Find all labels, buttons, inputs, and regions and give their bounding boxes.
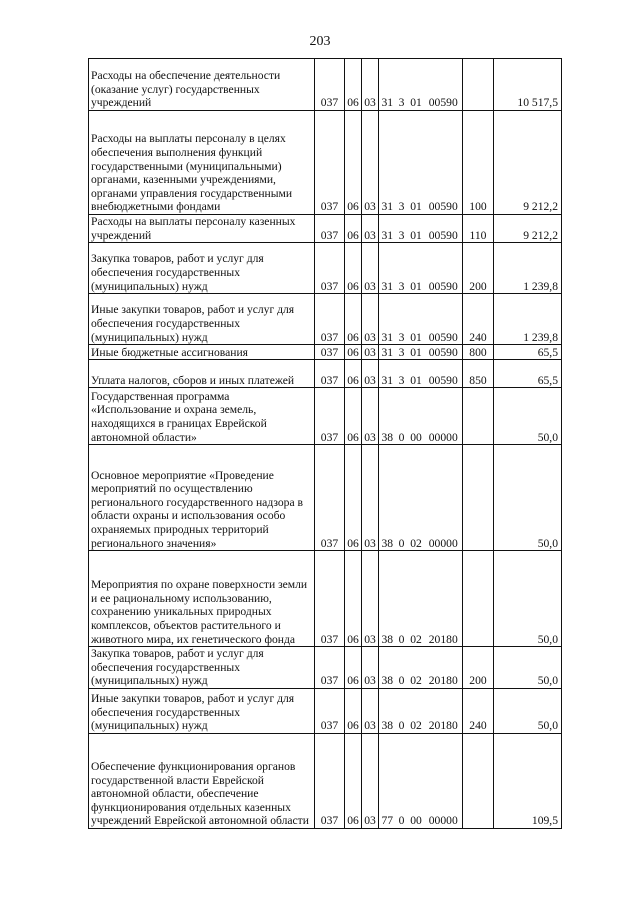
ministry-code-cell: 037 bbox=[315, 215, 345, 243]
expense-direction-code-cell: 00000 bbox=[425, 445, 463, 551]
section-code-cell: 06 bbox=[345, 215, 362, 243]
program-code-cell: 38 bbox=[379, 445, 396, 551]
expense-direction-code-cell: 00590 bbox=[425, 243, 463, 294]
expense-direction-code-cell: 00590 bbox=[425, 59, 463, 111]
section-code-cell: 06 bbox=[345, 111, 362, 215]
table-body bbox=[89, 59, 562, 829]
subprogram-code-cell: 3 bbox=[396, 59, 408, 111]
expense-name-cell: Государственная программа «Использование и охрана земель, находящихся в границах Еврейской автономной области» bbox=[89, 388, 315, 445]
expense-name-cell: Закупка товаров, работ и услуг для обеспечения государственных (муниципальных) нужд bbox=[89, 647, 315, 689]
main-activity-code-cell: 02 bbox=[408, 647, 425, 689]
program-code-cell: 31 bbox=[379, 360, 396, 388]
expense-name-cell: Расходы на обеспечение деятельности (оказание услуг) государственных учреждений bbox=[89, 59, 315, 111]
ministry-code-cell: 037 bbox=[315, 59, 345, 111]
table-row bbox=[89, 215, 562, 243]
expense-type-code-cell bbox=[463, 445, 494, 551]
subsection-code-cell: 03 bbox=[362, 215, 379, 243]
section-code-cell: 06 bbox=[345, 345, 362, 360]
expense-name-cell: Расходы на выплаты персоналу в целях обеспечения выполнения функций государственными (муниципальными) органами, казенными учреждениями, органами управления государственными внебюджетными фондами bbox=[89, 111, 315, 215]
subsection-code-cell: 03 bbox=[362, 360, 379, 388]
section-code-cell: 06 bbox=[345, 360, 362, 388]
amount-cell: 10 517,5 bbox=[494, 59, 562, 111]
subsection-code-cell: 03 bbox=[362, 551, 379, 647]
expense-direction-code-cell: 00590 bbox=[425, 345, 463, 360]
table-row bbox=[89, 294, 562, 345]
expense-direction-code-cell: 00000 bbox=[425, 733, 463, 828]
program-code-cell: 77 bbox=[379, 733, 396, 828]
amount-cell: 50,0 bbox=[494, 388, 562, 445]
program-code-cell: 31 bbox=[379, 59, 396, 111]
main-activity-code-cell: 01 bbox=[408, 111, 425, 215]
main-activity-code-cell: 02 bbox=[408, 688, 425, 733]
main-activity-code-cell: 02 bbox=[408, 551, 425, 647]
section-code-cell: 06 bbox=[345, 688, 362, 733]
subprogram-code-cell: 3 bbox=[396, 360, 408, 388]
table-row bbox=[89, 445, 562, 551]
section-code-cell: 06 bbox=[345, 445, 362, 551]
program-code-cell: 38 bbox=[379, 388, 396, 445]
program-code-cell: 38 bbox=[379, 647, 396, 689]
section-code-cell: 06 bbox=[345, 733, 362, 828]
table-row bbox=[89, 59, 562, 111]
amount-cell: 9 212,2 bbox=[494, 215, 562, 243]
budget-table bbox=[88, 58, 562, 829]
amount-cell: 50,0 bbox=[494, 688, 562, 733]
expense-name-cell: Расходы на выплаты персоналу казенных учреждений bbox=[89, 215, 315, 243]
program-code-cell: 31 bbox=[379, 294, 396, 345]
program-code-cell: 31 bbox=[379, 215, 396, 243]
expense-direction-code-cell: 00000 bbox=[425, 388, 463, 445]
program-code-cell: 38 bbox=[379, 688, 396, 733]
amount-cell: 109,5 bbox=[494, 733, 562, 828]
subprogram-code-cell: 0 bbox=[396, 445, 408, 551]
main-activity-code-cell: 01 bbox=[408, 243, 425, 294]
main-activity-code-cell: 01 bbox=[408, 59, 425, 111]
subprogram-code-cell: 0 bbox=[396, 551, 408, 647]
ministry-code-cell: 037 bbox=[315, 688, 345, 733]
ministry-code-cell: 037 bbox=[315, 551, 345, 647]
expense-direction-code-cell: 20180 bbox=[425, 688, 463, 733]
program-code-cell: 31 bbox=[379, 111, 396, 215]
expense-type-code-cell: 100 bbox=[463, 111, 494, 215]
table-row bbox=[89, 388, 562, 445]
amount-cell: 1 239,8 bbox=[494, 294, 562, 345]
subsection-code-cell: 03 bbox=[362, 445, 379, 551]
expense-name-cell: Основное мероприятие «Проведение мероприятий по осуществлению регионального государственного надзора в области охраны и использования особо охраняемых природных территорий регионального значения» bbox=[89, 445, 315, 551]
ministry-code-cell: 037 bbox=[315, 294, 345, 345]
expense-type-code-cell bbox=[463, 388, 494, 445]
section-code-cell: 06 bbox=[345, 294, 362, 345]
expense-type-code-cell: 240 bbox=[463, 688, 494, 733]
ministry-code-cell: 037 bbox=[315, 733, 345, 828]
subprogram-code-cell: 0 bbox=[396, 388, 408, 445]
table-row bbox=[89, 111, 562, 215]
main-activity-code-cell: 01 bbox=[408, 345, 425, 360]
expense-type-code-cell: 850 bbox=[463, 360, 494, 388]
program-code-cell: 38 bbox=[379, 551, 396, 647]
expense-type-code-cell: 800 bbox=[463, 345, 494, 360]
ministry-code-cell: 037 bbox=[315, 360, 345, 388]
amount-cell: 65,5 bbox=[494, 345, 562, 360]
section-code-cell: 06 bbox=[345, 551, 362, 647]
expense-name-cell: Иные закупки товаров, работ и услуг для обеспечения государственных (муниципальных) нужд bbox=[89, 294, 315, 345]
expense-type-code-cell: 200 bbox=[463, 647, 494, 689]
program-code-cell: 31 bbox=[379, 345, 396, 360]
subprogram-code-cell: 3 bbox=[396, 243, 408, 294]
expense-name-cell: Мероприятия по охране поверхности земли и ее рациональному использованию, сохранению уникальных природных комплексов, объектов растительного и животного мира, их генетического фонда bbox=[89, 551, 315, 647]
subsection-code-cell: 03 bbox=[362, 647, 379, 689]
main-activity-code-cell: 02 bbox=[408, 445, 425, 551]
table-row bbox=[89, 360, 562, 388]
expense-type-code-cell: 240 bbox=[463, 294, 494, 345]
ministry-code-cell: 037 bbox=[315, 445, 345, 551]
amount-cell: 9 212,2 bbox=[494, 111, 562, 215]
subsection-code-cell: 03 bbox=[362, 688, 379, 733]
table-row bbox=[89, 243, 562, 294]
expense-direction-code-cell: 20180 bbox=[425, 551, 463, 647]
expense-direction-code-cell: 00590 bbox=[425, 360, 463, 388]
page-number: 203 bbox=[309, 34, 331, 49]
ministry-code-cell: 037 bbox=[315, 345, 345, 360]
subsection-code-cell: 03 bbox=[362, 294, 379, 345]
expense-type-code-cell: 200 bbox=[463, 243, 494, 294]
main-activity-code-cell: 01 bbox=[408, 215, 425, 243]
expense-name-cell: Закупка товаров, работ и услуг для обеспечения государственных (муниципальных) нужд bbox=[89, 243, 315, 294]
expense-name-cell: Обеспечение функционирования органов государственной власти Еврейской автономной области, обеспечение функционирования отдельных казенных учреждений Еврейской автономной области bbox=[89, 733, 315, 828]
amount-cell: 50,0 bbox=[494, 647, 562, 689]
table-row bbox=[89, 345, 562, 360]
amount-cell: 65,5 bbox=[494, 360, 562, 388]
ministry-code-cell: 037 bbox=[315, 243, 345, 294]
ministry-code-cell: 037 bbox=[315, 647, 345, 689]
ministry-code-cell: 037 bbox=[315, 388, 345, 445]
amount-cell: 50,0 bbox=[494, 551, 562, 647]
subprogram-code-cell: 0 bbox=[396, 647, 408, 689]
section-code-cell: 06 bbox=[345, 243, 362, 294]
subprogram-code-cell: 3 bbox=[396, 345, 408, 360]
section-code-cell: 06 bbox=[345, 59, 362, 111]
table-row bbox=[89, 551, 562, 647]
section-code-cell: 06 bbox=[345, 647, 362, 689]
expense-direction-code-cell: 00590 bbox=[425, 215, 463, 243]
subsection-code-cell: 03 bbox=[362, 111, 379, 215]
expense-name-cell: Уплата налогов, сборов и иных платежей bbox=[89, 360, 315, 388]
ministry-code-cell: 037 bbox=[315, 111, 345, 215]
expense-direction-code-cell: 00590 bbox=[425, 294, 463, 345]
expense-name-cell: Иные бюджетные ассигнования bbox=[89, 345, 315, 360]
table-row bbox=[89, 647, 562, 689]
main-activity-code-cell: 01 bbox=[408, 360, 425, 388]
subprogram-code-cell: 3 bbox=[396, 111, 408, 215]
expense-type-code-cell bbox=[463, 59, 494, 111]
program-code-cell: 31 bbox=[379, 243, 396, 294]
subsection-code-cell: 03 bbox=[362, 243, 379, 294]
main-activity-code-cell: 00 bbox=[408, 388, 425, 445]
amount-cell: 1 239,8 bbox=[494, 243, 562, 294]
subprogram-code-cell: 0 bbox=[396, 733, 408, 828]
amount-cell: 50,0 bbox=[494, 445, 562, 551]
subsection-code-cell: 03 bbox=[362, 388, 379, 445]
expense-type-code-cell bbox=[463, 733, 494, 828]
subprogram-code-cell: 3 bbox=[396, 294, 408, 345]
table-row bbox=[89, 733, 562, 828]
expense-name-cell: Иные закупки товаров, работ и услуг для обеспечения государственных (муниципальных) нужд bbox=[89, 688, 315, 733]
expense-type-code-cell bbox=[463, 551, 494, 647]
main-activity-code-cell: 01 bbox=[408, 294, 425, 345]
expense-direction-code-cell: 00590 bbox=[425, 111, 463, 215]
expense-direction-code-cell: 20180 bbox=[425, 647, 463, 689]
subsection-code-cell: 03 bbox=[362, 733, 379, 828]
subprogram-code-cell: 3 bbox=[396, 215, 408, 243]
subsection-code-cell: 03 bbox=[362, 345, 379, 360]
subsection-code-cell: 03 bbox=[362, 59, 379, 111]
main-activity-code-cell: 00 bbox=[408, 733, 425, 828]
table-row bbox=[89, 688, 562, 733]
subprogram-code-cell: 0 bbox=[396, 688, 408, 733]
section-code-cell: 06 bbox=[345, 388, 362, 445]
expense-type-code-cell: 110 bbox=[463, 215, 494, 243]
